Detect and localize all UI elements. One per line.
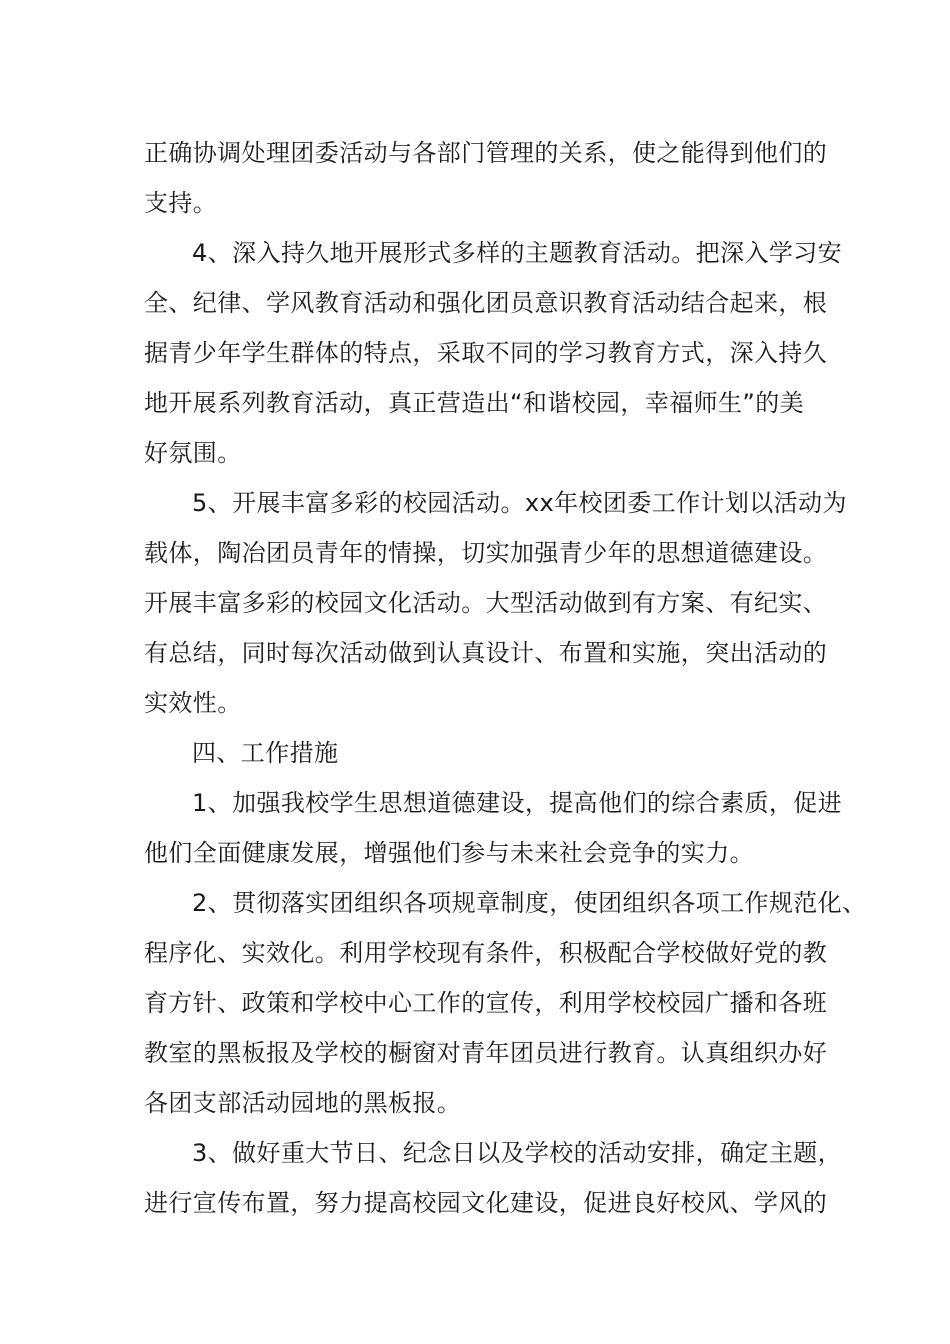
text-line: 育方针、政策和学校中心工作的宣传，利用学校校园广播和各班 bbox=[144, 989, 828, 1017]
text-line: 好氛围。 bbox=[144, 439, 242, 467]
text-line: 据青少年学生群体的特点，采取不同的学习教育方式，深入持久 bbox=[144, 339, 828, 367]
text-line: 开展丰富多彩的校园文化活动。大型活动做到有方案、有纪实、 bbox=[144, 589, 828, 617]
text-line: 1、加强我校学生思想道德建设，提高他们的综合素质，促进 bbox=[192, 789, 843, 817]
document-body bbox=[144, 128, 867, 1228]
text-line: 2、贯彻落实团组织各项规章制度，使团组织各项工作规范化、 bbox=[192, 889, 867, 917]
text-line: 进行宣传布置，努力提高校园文化建设，促进良好校风、学风的 bbox=[144, 1189, 828, 1217]
text-line: 3、做好重大节日、纪念日以及学校的活动安排，确定主题， bbox=[192, 1139, 843, 1167]
text-line: 地开展系列教育活动，真正营造出“和谐校园，幸福师生”的美 bbox=[144, 389, 805, 417]
text-line: 正确协调处理团委活动与各部门管理的关系，使之能得到他们的 bbox=[144, 139, 828, 167]
text-line: 全、纪律、学风教育活动和强化团员意识教育活动结合起来，根 bbox=[144, 289, 828, 317]
text-line: 教室的黑板报及学校的橱窗对青年团员进行教育。认真组织办好 bbox=[144, 1039, 828, 1067]
text-line: 有总结，同时每次活动做到认真设计、布置和实施，突出活动的 bbox=[144, 639, 828, 667]
text-line: 实效性。 bbox=[144, 689, 242, 717]
text-line: 他们全面健康发展，增强他们参与未来社会竞争的实力。 bbox=[144, 839, 754, 867]
text-line: 4、深入持久地开展形式多样的主题教育活动。把深入学习安 bbox=[192, 239, 843, 267]
text-line: 5、开展丰富多彩的校园活动。xx年校团委工作计划以活动为 bbox=[192, 489, 847, 517]
text-line: 支持。 bbox=[144, 189, 218, 217]
text-line: 载体，陶冶团员青年的情操，切实加强青少年的思想道德建设。 bbox=[144, 539, 828, 567]
text-line: 程序化、实效化。利用学校现有条件，积极配合学校做好党的教 bbox=[144, 939, 828, 967]
text-line: 四、工作措施 bbox=[192, 739, 339, 767]
text-line: 各团支部活动园地的黑板报。 bbox=[144, 1089, 462, 1117]
